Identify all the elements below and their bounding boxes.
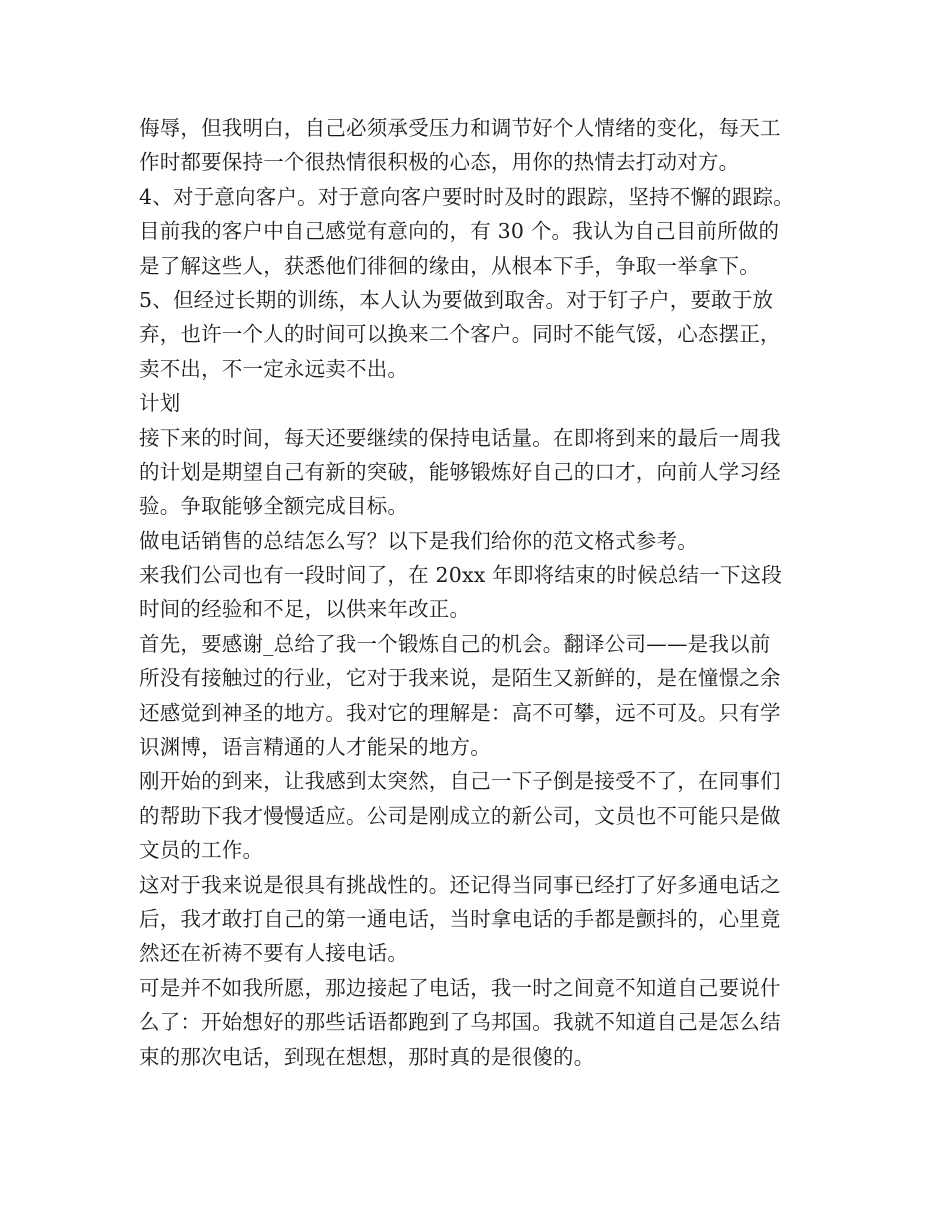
text-line: 接下来的时间，每天还要继续的保持电话量。在即将到来的最后一周我	[139, 425, 781, 450]
text-line: 5、但经过长期的训练，本人认为要做到取舍。对于钉子户，要敢于放	[139, 287, 774, 312]
text-line: 刚开始的到来，让我感到太突然，自己一下子倒是接受不了，在同事们	[139, 769, 781, 794]
text-line: 可是并不如我所愿，那边接起了电话，我一时之间竟不知道自己要说什	[139, 975, 781, 1000]
text-line: 时间的经验和不足，以供来年改正。	[139, 597, 471, 622]
text-line: 还感觉到神圣的地方。我对它的理解是：高不可攀，远不可及。只有学	[139, 700, 781, 725]
document-body	[139, 111, 829, 1074]
section-heading: 计划	[139, 391, 181, 416]
text-line: 侮辱，但我明白，自己必须承受压力和调节好个人情绪的变化，每天工	[139, 116, 781, 140]
text-line: 识渊博，语言精通的人才能呆的地方。	[139, 735, 491, 760]
text-line: 文员的工作。	[139, 838, 264, 863]
text-line: 这对于我来说是很具有挑战性的。还记得当同事已经打了好多通电话之	[139, 872, 781, 897]
text-line: 的帮助下我才慢慢适应。公司是刚成立的新公司，文员也不可能只是做	[139, 803, 781, 828]
text-line: 后，我才敢打自己的第一通电话，当时拿电话的手都是颤抖的，心里竟	[139, 906, 781, 931]
text-line: 目前我的客户中自己感觉有意向的，有 30 个。我认为自己目前所做的	[139, 219, 780, 244]
text-line: 然还在祈祷不要有人接电话。	[139, 941, 409, 966]
text-line: 的计划是期望自己有新的突破，能够锻炼好自己的口才，向前人学习经	[139, 459, 781, 484]
text-line: 作时都要保持一个很热情很积极的心态，用你的热情去打动对方。	[139, 150, 740, 175]
text-line: 首先，要感谢_总给了我一个锻炼自己的机会。翻译公司——是我以前	[139, 631, 771, 656]
text-line: 做电话销售的总结怎么写？以下是我们给你的范文格式参考。	[139, 528, 698, 553]
text-line: 验。争取能够全额完成目标。	[139, 494, 409, 519]
text-line: 是了解这些人，获悉他们徘徊的缘由，从根本下手，争取一举拿下。	[139, 253, 760, 278]
text-line: 卖不出，不一定永远卖不出。	[139, 356, 409, 381]
text-line: 来我们公司也有一段时间了，在 20xx 年即将结束的时候总结一下这段	[139, 563, 783, 588]
text-line: 所没有接触过的行业，它对于我来说，是陌生又新鲜的，是在憧憬之余	[139, 666, 781, 691]
text-line: 4、对于意向客户。对于意向客户要时时及时的跟踪，坚持不懈的跟踪。	[139, 184, 794, 209]
text-line: 弃，也许一个人的时间可以换来二个客户。同时不能气馁，心态摆正，	[139, 322, 781, 347]
text-line: 么了：开始想好的那些话语都跑到了乌邦国。我就不知道自己是怎么结	[139, 1010, 781, 1035]
text-line: 束的那次电话，到现在想想，那时真的是很傻的。	[139, 1044, 595, 1069]
